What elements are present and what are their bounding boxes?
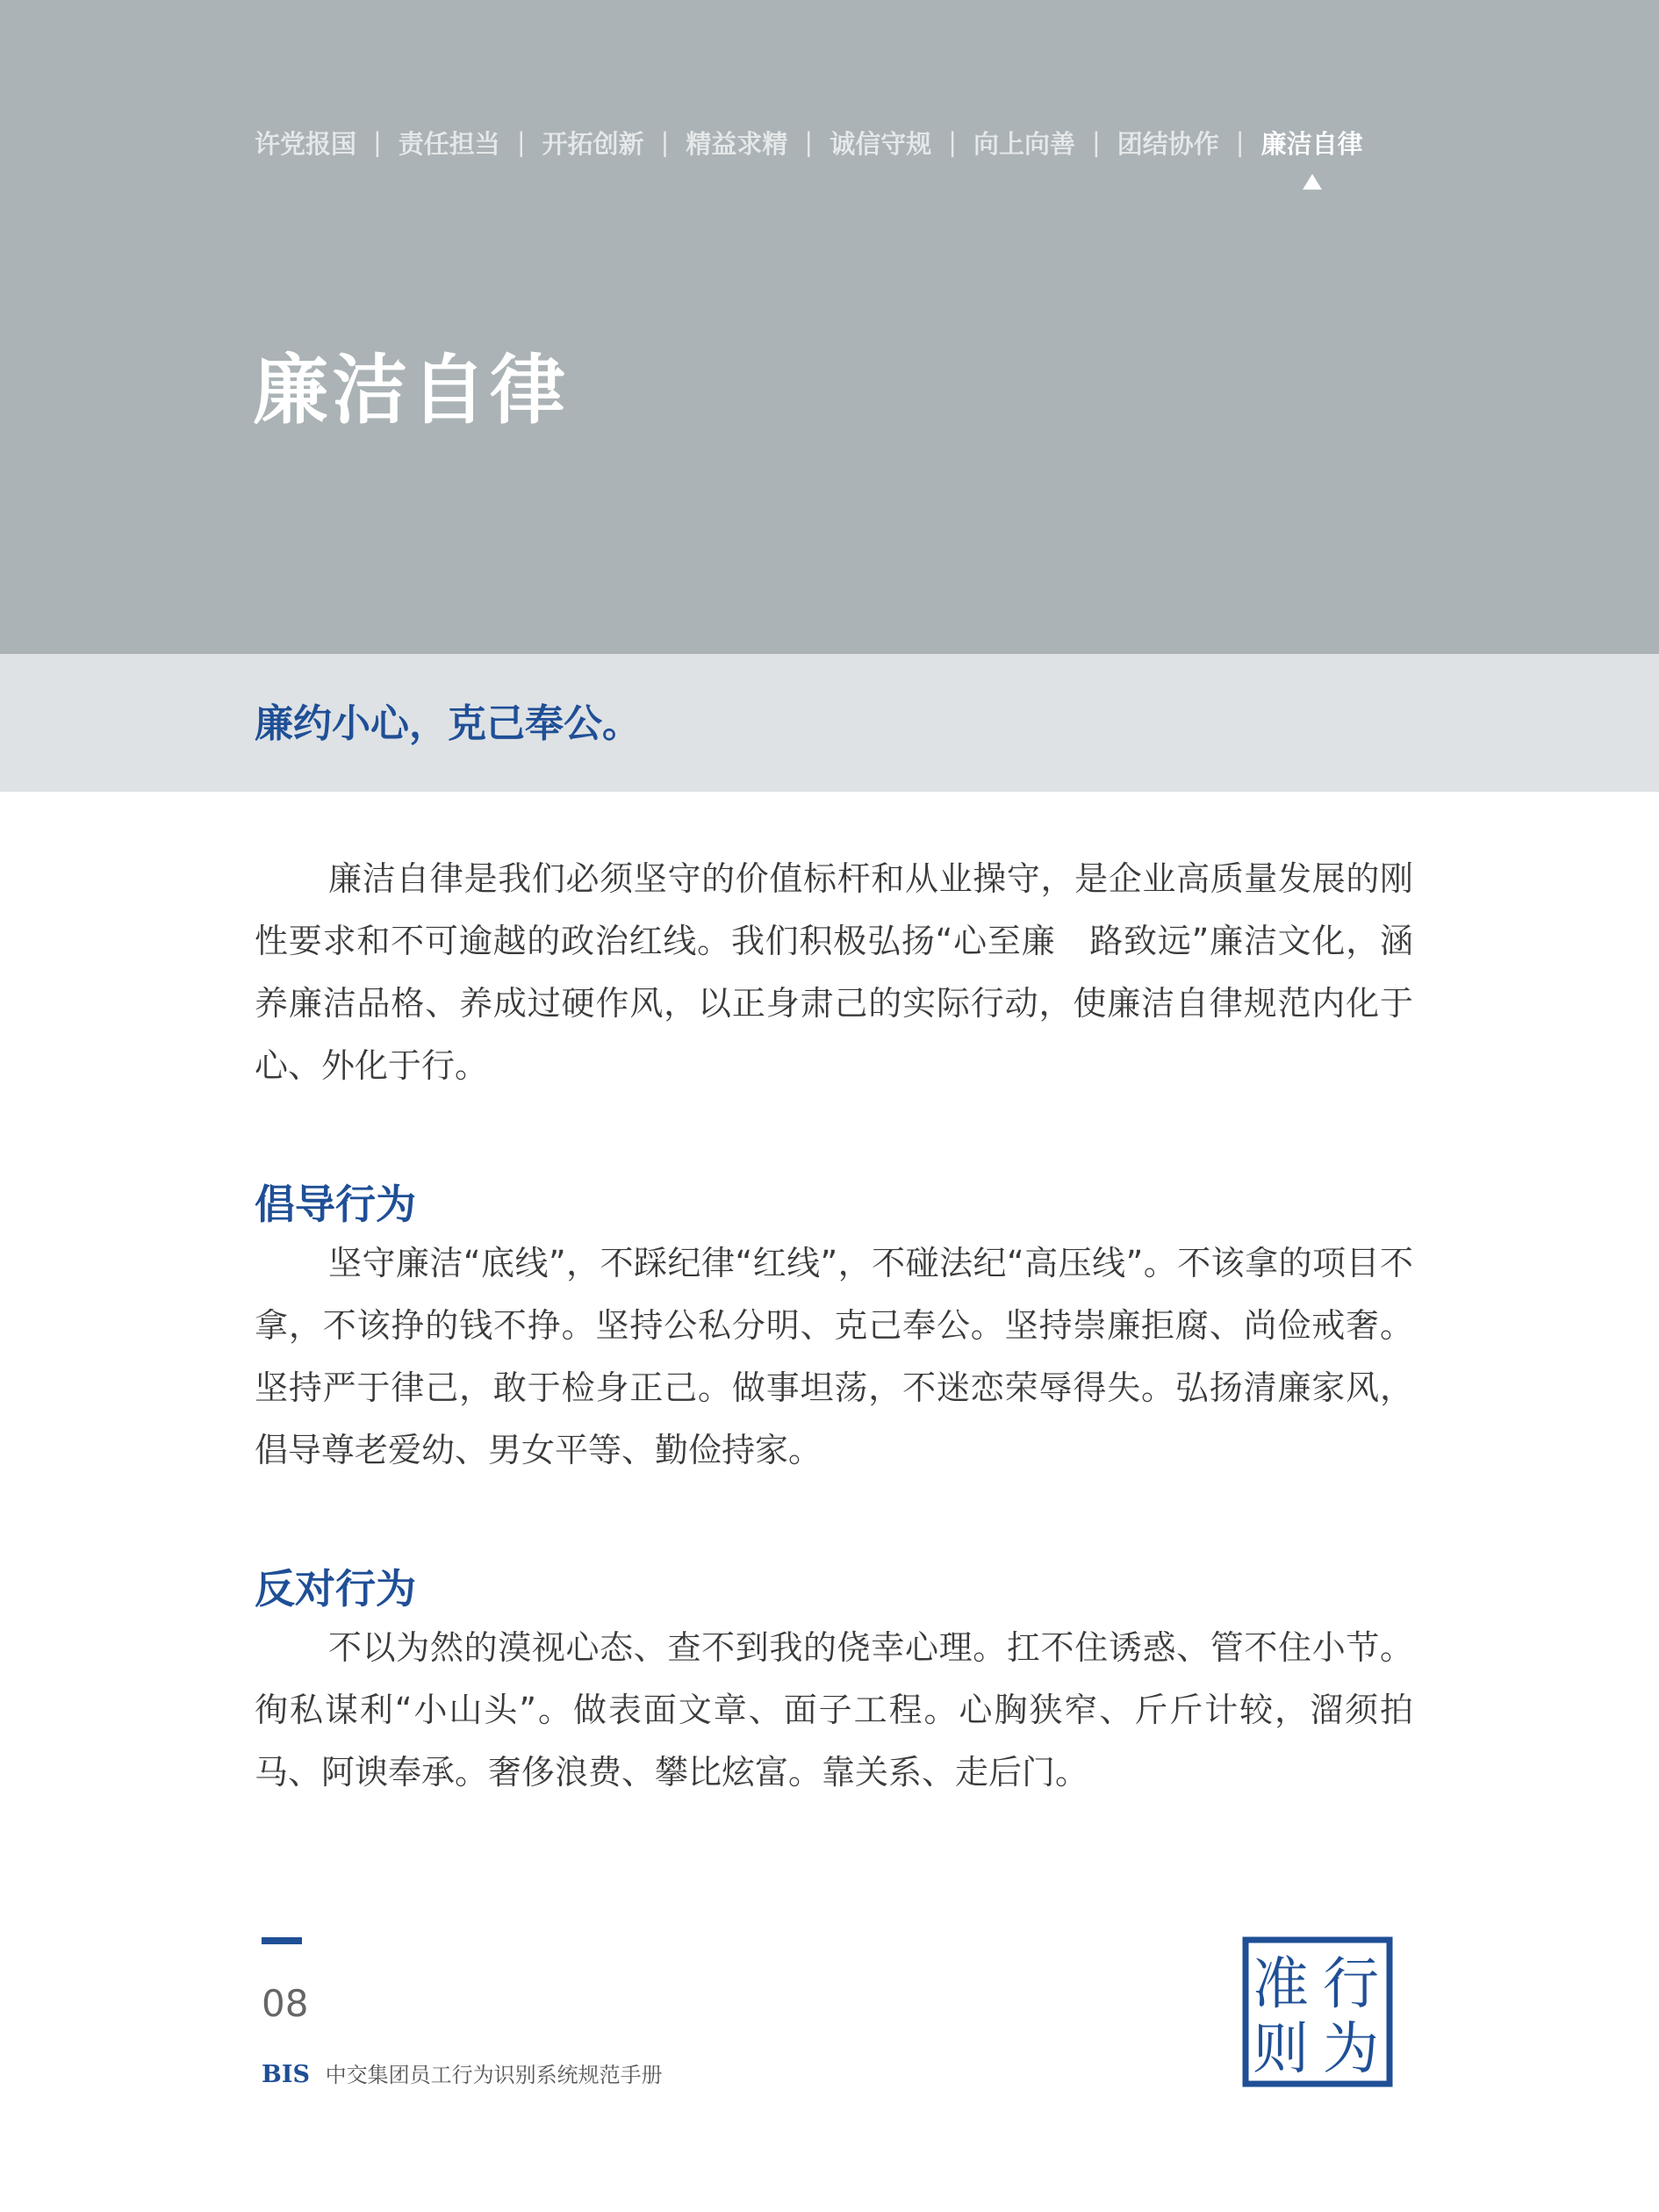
- nav-item-xudangbaoguo[interactable]: 许党报国: [255, 128, 357, 159]
- page-title: 廉洁自律: [253, 347, 569, 434]
- nav-item-chengxinshougui[interactable]: 诚信守规: [830, 128, 932, 159]
- nav-separator: |: [516, 127, 526, 157]
- section-heading-advocated: 倡导行为: [255, 1181, 416, 1228]
- nav-separator: |: [1235, 127, 1245, 157]
- nav-item-xiangshangxiangshan[interactable]: 向上向善: [973, 128, 1075, 159]
- footer-accent-bar: [262, 1937, 302, 1944]
- nav-item-label: 廉洁自律: [1260, 128, 1363, 159]
- seal-char: 为: [1323, 2017, 1379, 2082]
- seal-stamp-icon: [1242, 1936, 1393, 2087]
- nav-item-jingyiqiujing[interactable]: 精益求精: [686, 128, 788, 159]
- value-nav: [255, 123, 1363, 162]
- brand-logo-text: BIS: [262, 2061, 310, 2088]
- nav-separator: |: [948, 127, 957, 157]
- nav-separator: |: [804, 127, 814, 157]
- intro-paragraph: 廉洁自律是我们必须坚守的价值标杆和从业操守，是企业高质量发展的刚性要求和不可逾越的政治红线。我们积极弘扬“心至廉 路致远”廉洁文化，涵养廉洁品格、养成过硬作风，以正身肃己的实际行动，使廉洁自律规范内化于心、外化于行。: [255, 859, 1413, 1085]
- nav-separator: |: [1092, 127, 1101, 157]
- nav-separator: |: [660, 127, 670, 157]
- seal-char: 行: [1323, 1952, 1379, 2017]
- section-heading-opposed: 反对行为: [255, 1565, 416, 1612]
- manual-title: 中交集团员工行为识别系统规范手册: [325, 2063, 663, 2087]
- nav-item-tuanjiexiezuo[interactable]: 团结协作: [1117, 128, 1219, 159]
- footer-caption: [262, 2058, 663, 2088]
- main-content: [255, 848, 1413, 1804]
- motto-band: [0, 654, 1659, 792]
- nav-item-zerendandang[interactable]: 责任担当: [398, 128, 500, 159]
- motto: 廉约小心，克己奉公。: [255, 701, 641, 746]
- page-number: 08: [262, 1982, 309, 2025]
- seal-char: 则: [1253, 2017, 1309, 2082]
- active-triangle-icon: [1303, 174, 1322, 190]
- nav-item-lianjieziliu-active[interactable]: [1261, 125, 1363, 161]
- nav-item-kaituochuangxin[interactable]: 开拓创新: [542, 128, 644, 159]
- seal-char: 准: [1253, 1952, 1309, 2017]
- section-body-opposed: 不以为然的漠视心态、查不到我的侥幸心理。扛不住诱惑、管不住小节。徇私谋利“小山头”。做表面文章、面子工程。心胸狭窄、斤斤计较，溜须拍马、阿谀奉承。奢侈浪费、攀比炫富。靠关系、走后门。: [255, 1628, 1413, 1792]
- section-body-advocated: 坚守廉洁“底线”，不踩纪律“红线”，不碰法纪“高压线”。不该拿的项目不拿，不该挣的钱不挣。坚持公私分明、克己奉公。坚持崇廉拒腐、尚俭戒奢。坚持严于律己，敢于检身正己。做事坦荡，不迷恋荣辱得失。弘扬清廉家风，倡导尊老爱幼、男女平等、勤俭持家。: [255, 1244, 1413, 1469]
- nav-separator: |: [373, 127, 382, 157]
- header-band: [0, 0, 1659, 654]
